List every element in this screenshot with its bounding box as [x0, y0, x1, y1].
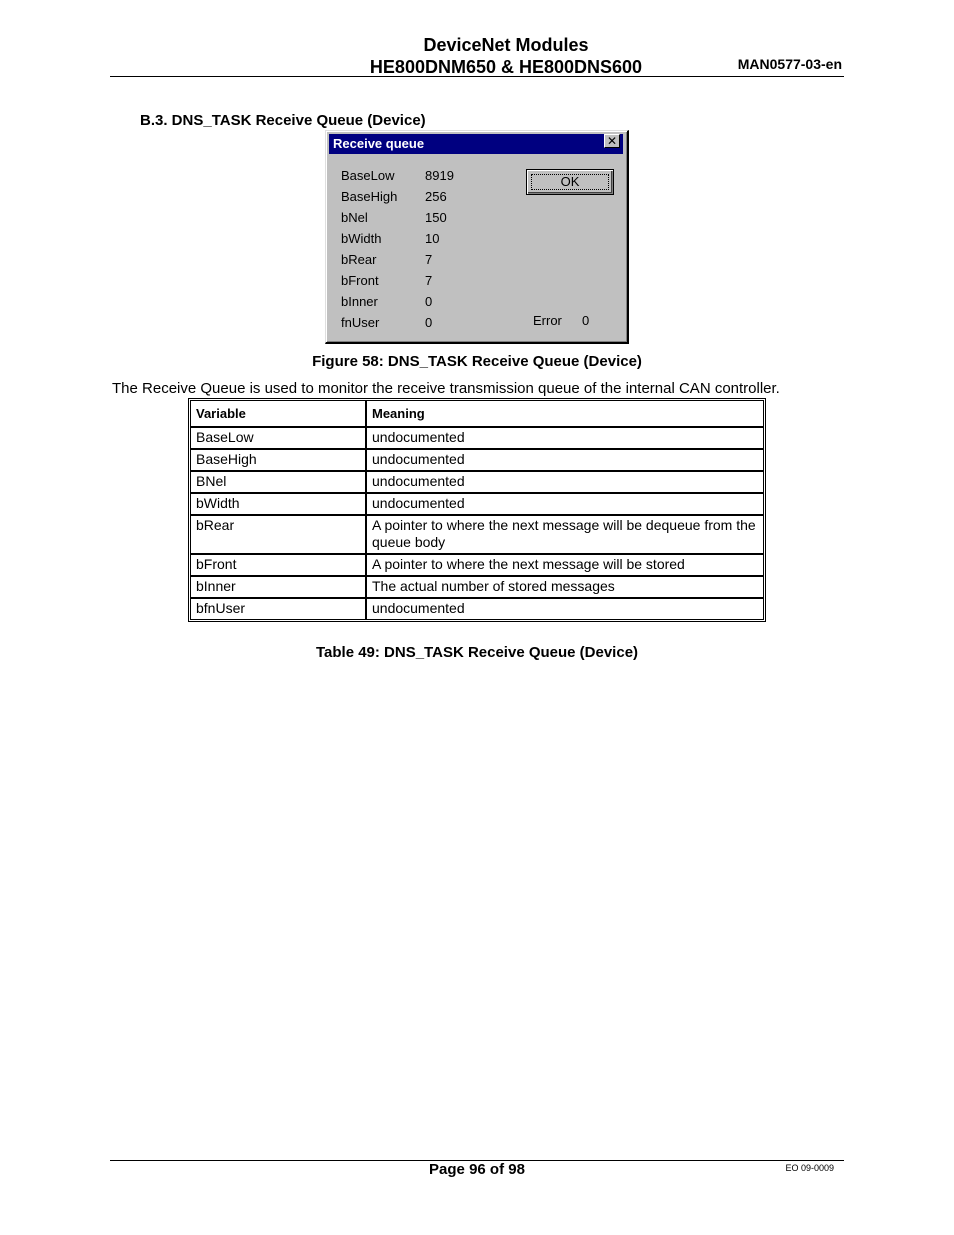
ok-button-label: OK [531, 174, 609, 190]
field-value: 150 [425, 210, 447, 225]
table-cell-meaning: A pointer to where the next message will be stored [366, 554, 764, 576]
variables-table [188, 398, 766, 622]
field-value: 0 [425, 315, 433, 330]
table-cell-meaning: A pointer to where the next message will be dequeue from the queue body [366, 515, 764, 554]
header-title [300, 34, 712, 78]
table-cell-meaning: undocumented [366, 471, 764, 493]
figure-caption: Figure 58: DNS_TASK Receive Queue (Device) [312, 353, 642, 370]
table-cell-meaning: The actual number of stored messages [366, 576, 764, 598]
page-number: Page 96 of 98 [429, 1161, 525, 1178]
table-cell-variable: bInner [190, 576, 366, 598]
field-value: 0 [425, 294, 433, 309]
body-paragraph: The Receive Queue is used to monitor the receive transmission queue of the internal CAN controller. [112, 380, 780, 397]
field-label: bNel [341, 210, 368, 225]
table-cell-variable: BNel [190, 471, 366, 493]
ok-button[interactable] [526, 169, 614, 195]
field-value: 7 [425, 273, 433, 288]
table-row [190, 427, 764, 449]
table-cell-meaning: undocumented [366, 598, 764, 620]
field-label: BaseHigh [341, 189, 398, 204]
field-label: bRear [341, 252, 377, 267]
field-value: 8919 [425, 168, 454, 183]
table-header-cell: Meaning [366, 400, 764, 427]
eo-number: EO 09-0009 [785, 1163, 834, 1173]
header-title-line2: HE800DNM650 & HE800DNS600 [369, 57, 643, 77]
table-row [190, 493, 764, 515]
table-caption: Table 49: DNS_TASK Receive Queue (Device) [315, 644, 639, 661]
section-heading: B.3. DNS_TASK Receive Queue (Device) [140, 112, 426, 129]
header-divider [110, 76, 844, 77]
table-row [190, 576, 764, 598]
table-cell-variable: bfnUser [190, 598, 366, 620]
close-icon[interactable]: ✕ [604, 134, 620, 148]
error-label: Error [533, 313, 562, 328]
dialog-title: Receive queue [333, 136, 425, 151]
field-value: 7 [425, 252, 433, 267]
table-header-cell: Variable [190, 400, 366, 427]
field-value: 10 [425, 231, 440, 246]
table-row [190, 554, 764, 576]
table-cell-meaning: undocumented [366, 427, 764, 449]
field-label: bFront [341, 273, 379, 288]
header-title-line1: DeviceNet Modules [423, 35, 589, 55]
table-cell-variable: bFront [190, 554, 366, 576]
table-row [190, 598, 764, 620]
table-cell-meaning: undocumented [366, 449, 764, 471]
table-row [190, 515, 764, 554]
dialog-title-bar [329, 134, 623, 154]
receive-queue-dialog [325, 130, 629, 344]
table-cell-variable: bRear [190, 515, 366, 554]
field-label: bWidth [341, 231, 382, 246]
field-value: 256 [425, 189, 447, 204]
table-cell-meaning: undocumented [366, 493, 764, 515]
table-cell-variable: BaseHigh [190, 449, 366, 471]
field-label: BaseLow [341, 168, 395, 183]
table-row [190, 471, 764, 493]
table-row [190, 449, 764, 471]
document-number: MAN0577-03-en [737, 56, 842, 72]
error-value: 0 [582, 313, 590, 328]
field-label: fnUser [341, 315, 380, 330]
table-cell-variable: bWidth [190, 493, 366, 515]
table-cell-variable: BaseLow [190, 427, 366, 449]
table-header-row [190, 400, 764, 427]
field-label: bInner [341, 294, 378, 309]
